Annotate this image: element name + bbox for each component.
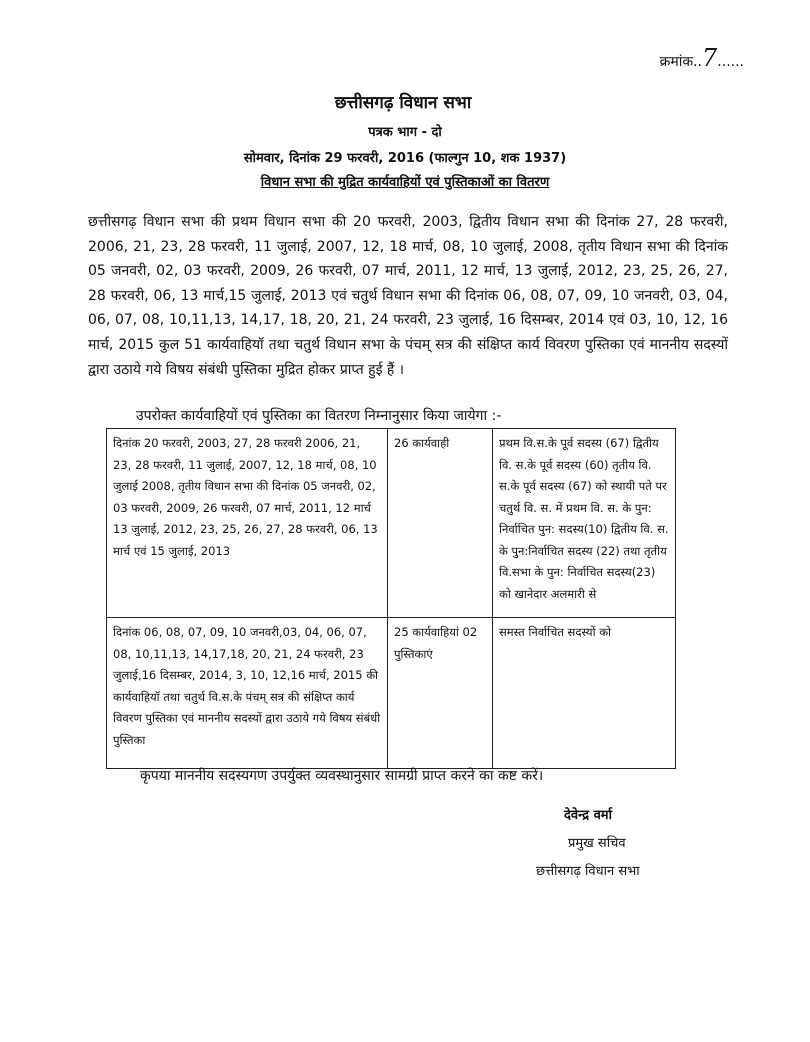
body-paragraph: छत्तीसगढ़ विधान सभा की प्रथम विधान सभा की 20 फरवरी, 2003, द्वितीय विधान सभा की दिनांक 27, 28 फरवरी, 2006, 21, 23, 28 फरवरी, 11 जुलाई, 2007, 12, 18 मार्च, 08, 10 जुलाई, 2008, तृतीय विधान सभा की दिनांक 05 जनवरी, 02, 03 फरवरी, 2009, 26 फरवरी, 07 मार्च, 2011, 12 मार्च, 13 जुलाई, 2012, 23, 25, 26, 27, 28 फरवरी, 06, 13 मार्च,15 जुलाई, 2013 एवं चतुर्थ विधान सभा की दिनांक 06, 08, 07, 09, 10 जनवरी, 03, 04, 06, 07, 08, 10,11,13, 14,17, 18, 20, 21, 24 फरवरी, 23 जुलाई, 16 दिसम्बर, 2014 एवं 03, 10, 12, 16 मार्च, 2015 कुल 51 कार्यवाहियॉ तथा चतुर्थ विधान सभा के पंचम् सत्र की संक्षिप्त कार्य विवरण पुस्तिका एवं माननीय सदस्यों द्वारा उठाये गये विषय संबंधी पुस्तिका मुद्रित होकर प्राप्त हुई हैं । bbox=[88, 214, 728, 378]
bulletin-date: सोमवार, दिनांक 29 फरवरी, 2016 (फाल्गुन 10, शक 1937) bbox=[243, 151, 567, 166]
serial-dots: ...... bbox=[717, 54, 744, 70]
table-row bbox=[107, 429, 676, 618]
bulletin-part: पत्रक भाग - दो bbox=[368, 125, 442, 140]
table-cell-dates: दिनांक 20 फरवरी, 2003, 27, 28 फरवरी 2006, 21, 23, 28 फरवरी, 11 जुलाई, 2007, 12, 18 मार्च, 08, 10 जुलाई 2008, तृतीय विधान सभा की दिनांक 05 जनवरी, 02, 03 फरवरी, 2009, 26 फरवरी, 07 मार्च, 2011, 12 मार्च 13 जुलाई, 2012, 23, 25, 26, 27, 28 फरवरी, 06, 13 मार्च एवं 15 जुलाई, 2013 bbox=[107, 429, 388, 618]
table-cell-recipients: प्रथम वि.स.के पूर्व सदस्य (67) द्वितीय वि. स.के पूर्व सदस्य (60) तृतीय वि. स.के पूर्व सदस्य (67) को स्थायी पते पर चतुर्थ वि. स. में प्रथम वि. स. के पुन: निर्वाचित पुन: सदस्य(10) द्वितीय वि. स. के पुन:निर्वाचित सदस्य (22) तथा तृतीय वि.सभा के पुन: निर्वाचित सदस्य(23) को खानेदार अलमारी से bbox=[493, 429, 676, 618]
table-cell-dates: दिनांक 06, 08, 07, 09, 10 जनवरी,03, 04, 06, 07, 08, 10,11,13, 14,17,18, 20, 21, 24 फरवरी, 23 जुलाई,16 दिसम्बर, 2014, 3, 10, 12,16 मार्च, 2015 की कार्यवाहियॉ तथा चतुर्थ वि.स.के पंचम् सत्र की संक्षिप्त कार्य विवरण पुस्तिका एवं माननीय सदस्यों द्वारा उठाये गये विषय संबंधी पुस्तिका bbox=[107, 618, 388, 769]
table-cell-items: 26 कार्यवाही bbox=[388, 429, 493, 618]
distribution-table bbox=[106, 428, 676, 769]
distribution-intro: उपरोक्त कार्यवाहियों एवं पुस्तिका का वितरण निम्नानुसार किया जायेगा :- bbox=[136, 408, 502, 424]
table-row bbox=[107, 618, 676, 769]
bulletin-subject: विधान सभा की मुद्रित कार्यवाहियों एवं पुस्तिकाओं का वितरण bbox=[260, 175, 550, 190]
organization-title: छत्तीसगढ़ विधान सभा bbox=[334, 93, 472, 113]
signatory-designation: प्रमुख सचिव bbox=[568, 836, 626, 851]
serial-value: 7 bbox=[702, 44, 718, 72]
closing-request: कृपया माननीय सदस्यगण उपर्युक्त व्यवस्थानुसार सामग्री प्राप्त करने का कष्ट करें। bbox=[140, 768, 544, 784]
document-header bbox=[0, 90, 810, 190]
signatory-name: देवेन्द्र वर्मा bbox=[564, 808, 612, 823]
table-cell-items: 25 कार्यवाहियां 02 पुस्तिकाएं bbox=[388, 618, 493, 769]
serial-number bbox=[660, 44, 744, 72]
signatory-office: छत्तीसगढ़ विधान सभा bbox=[536, 864, 640, 879]
signature-block bbox=[524, 802, 704, 886]
serial-label: क्रमांक.. bbox=[659, 54, 703, 70]
table-cell-recipients: समस्त निर्वाचित सदस्यों को bbox=[493, 618, 676, 769]
